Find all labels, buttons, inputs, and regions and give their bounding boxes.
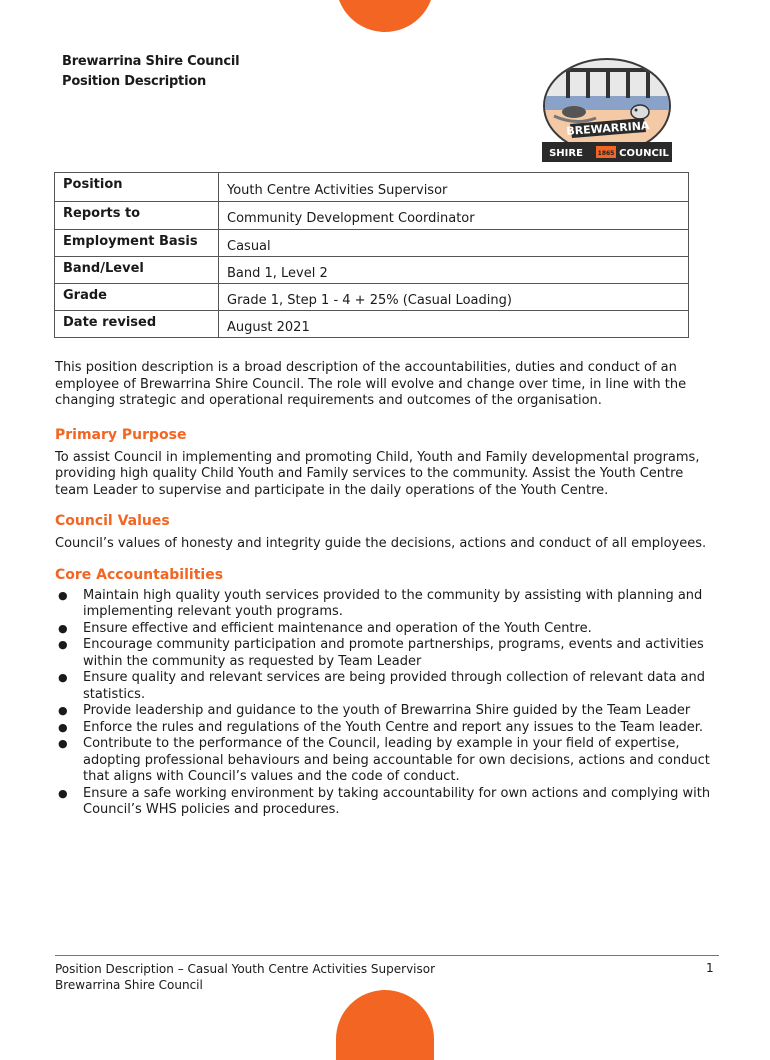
- list-item-text: Ensure quality and relevant services are being provided through collection of relevant data and statistics.: [83, 670, 706, 702]
- list-item: [55, 720, 720, 737]
- logo-left-text: SHIRE: [549, 148, 583, 159]
- list-item: [55, 588, 720, 621]
- bullet-icon: ●: [58, 638, 68, 651]
- list-item: [55, 621, 720, 638]
- list-item-text: Enforce the rules and regulations of the Youth Centre and report any issues to the Team leader.: [83, 719, 704, 735]
- footer-divider: [55, 955, 719, 956]
- bullet-icon: ●: [58, 704, 68, 717]
- grade-label: Grade: [55, 284, 219, 311]
- date-revised-label: Date revised: [55, 311, 219, 338]
- doc-type: Position Description: [62, 74, 207, 89]
- org-name: Brewarrina Shire Council: [62, 54, 240, 69]
- footer-org-name: Brewarrina Shire Council: [55, 978, 203, 992]
- table-row: [55, 173, 689, 202]
- logo-year: 1865: [597, 150, 615, 157]
- header-tab-decoration: [336, 0, 434, 32]
- footer-doc-title: Position Description – Casual Youth Centre Activities Supervisor: [55, 962, 436, 976]
- primary-purpose-heading: Primary Purpose: [55, 426, 187, 443]
- table-row: [55, 202, 689, 230]
- list-item: [55, 703, 720, 720]
- bullet-icon: ●: [58, 737, 68, 750]
- bullet-icon: ●: [58, 588, 68, 602]
- reports-to-value: Community Development Coordinator: [219, 202, 689, 230]
- table-row: [55, 230, 689, 257]
- table-row: [55, 257, 689, 284]
- bullet-icon: ●: [58, 720, 68, 734]
- core-accountabilities-list: [55, 588, 720, 819]
- council-values-heading: Council Values: [55, 513, 170, 529]
- list-item: [55, 670, 720, 703]
- list-item-text: Ensure effective and efficient maintenance and operation of the Youth Centre.: [83, 620, 592, 636]
- list-item-text: Encourage community participation and promote partnerships, programs, events and activities within the community as requested by Team Leader: [83, 637, 704, 669]
- list-item-text: Provide leadership and guidance to the youth of Brewarrina Shire guided by the Team Leader: [83, 703, 691, 718]
- band-level-label: Band/Level: [55, 257, 219, 284]
- list-item: [55, 736, 720, 786]
- bullet-icon: ●: [58, 786, 68, 800]
- table-row: [55, 284, 689, 311]
- document-header: [62, 52, 239, 92]
- employment-basis-label: Employment Basis: [55, 230, 219, 257]
- primary-purpose-text: To assist Council in implementing and promoting Child, Youth and Family developmental programs, providing high quality Child Youth and Family services to the community. Assist the Youth Centre team Leader to supervise and participate in the daily operations of the Youth Centre.: [55, 449, 700, 498]
- logo-top-text: BREWARRINA: [565, 119, 650, 138]
- document-body: [55, 360, 720, 819]
- bullet-icon: ●: [58, 671, 68, 684]
- list-item: [55, 637, 720, 670]
- list-item: [55, 786, 720, 819]
- list-item-text: Maintain high quality youth services provided to the community by assisting with planning and implementing relevant youth programs.: [83, 587, 703, 619]
- employment-basis-value: Casual: [219, 230, 689, 257]
- core-accountabilities-heading: Core Accountabilities: [55, 566, 224, 583]
- position-value: Youth Centre Activities Supervisor: [219, 173, 689, 202]
- position-details-table: [54, 172, 689, 338]
- intro-paragraph: This position description is a broad description of the accountabilities, duties and conduct of an employee of Brewarrina Shire Council. The role will evolve and change over time, in line with the changing strategic and operational requirements and outcomes of the organisation.: [55, 360, 687, 408]
- logo-right-text: COUNCIL: [619, 148, 669, 159]
- list-item-text: Ensure a safe working environment by taking accountability for own actions and complying with Council’s WHS policies and procedures.: [83, 785, 711, 817]
- footer: [55, 961, 435, 993]
- list-item-text: Contribute to the performance of the Council, leading by example in your field of expertise, adopting professional behaviours and being accountable for own decisions, actions and conduct that aligns with Council’s values and the code of conduct.: [83, 736, 710, 784]
- council-values-text: Council’s values of honesty and integrity guide the decisions, actions and conduct of all employees.: [55, 536, 707, 551]
- band-level-value: Band 1, Level 2: [219, 257, 689, 284]
- position-label: Position: [55, 173, 219, 202]
- reports-to-label: Reports to: [55, 202, 219, 230]
- page-number: 1: [706, 961, 714, 975]
- grade-value: Grade 1, Step 1 - 4 + 25% (Casual Loading): [219, 284, 689, 311]
- date-revised-value: August 2021: [219, 311, 689, 338]
- table-row: [55, 311, 689, 338]
- council-logo: [536, 56, 678, 168]
- bullet-icon: ●: [58, 621, 68, 635]
- footer-tab-decoration: [336, 990, 434, 1060]
